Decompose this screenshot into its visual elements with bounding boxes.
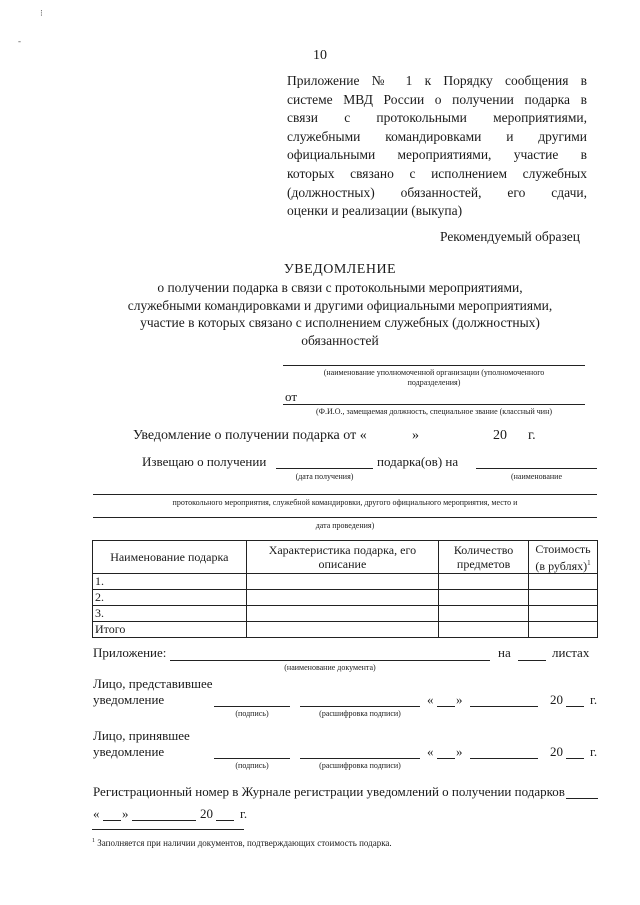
table-row [93, 574, 598, 590]
subtitle-line: участие в которых связано с исполнением служебных (должностных) [140, 315, 540, 330]
description-cell[interactable] [246, 574, 439, 590]
attachment-label: Приложение: [93, 645, 167, 660]
registration-day-field[interactable] [103, 820, 121, 821]
presenter-close-quote: » [456, 692, 463, 707]
registration-close-quote: » [122, 806, 129, 821]
appendix-line: служебными командировками и другими [287, 128, 587, 144]
presenter-open-quote: « [427, 692, 434, 707]
cost-cell[interactable] [529, 606, 598, 622]
attachment-doc-field[interactable] [170, 660, 490, 661]
description-cell[interactable] [246, 590, 439, 606]
event-field-1[interactable] [93, 494, 597, 495]
cost-header-text: Стоимость (в рублях) [535, 541, 591, 573]
description-cell[interactable] [246, 606, 439, 622]
receiver-month-field[interactable] [470, 758, 538, 759]
scan-mark: ⁝ [40, 8, 43, 18]
presenter-year-field[interactable] [566, 706, 584, 707]
appendix-line: связи с протокольными мероприятиями, [287, 110, 587, 126]
registration-open-quote: « [93, 806, 100, 821]
attachment-on-label: на [498, 645, 511, 660]
cost-cell[interactable] [529, 574, 598, 590]
footnote-text: Заполняется при наличии документов, подтверждающих стоимость подарка. [97, 838, 392, 848]
receiver-label-line1: Лицо, принявшее [93, 728, 190, 743]
appendix-header [287, 72, 587, 221]
presenter-decode-field[interactable] [300, 706, 420, 707]
registration-label: Регистрационный номер в Журнале регистрации уведомлений о получении подарков [93, 784, 565, 799]
cost-cell[interactable] [529, 590, 598, 606]
presenter-label-line1: Лицо, представившее [93, 676, 213, 691]
from-label: от [285, 389, 298, 404]
registration-number-field[interactable] [566, 798, 598, 799]
subtitle-line: о получении подарка в связи с протокольными мероприятиями, [157, 280, 523, 295]
page-number: 10 [313, 48, 327, 63]
table-row [93, 590, 598, 606]
footnote-mark: 1 [92, 838, 95, 844]
quantity-cell[interactable] [439, 606, 529, 622]
attachment-doc-caption: (наименование документа) [284, 663, 376, 672]
description-cell[interactable] [246, 622, 439, 638]
fio-field[interactable] [283, 404, 585, 405]
footnote-separator [92, 829, 244, 830]
fio-caption: (Ф.И.О., замещаемая должность, специальное звание (классный чин) [315, 407, 553, 416]
column-header-description: Характеристика подарка, его описание [246, 541, 439, 574]
subtitle-line: служебными командировками и другими официальными мероприятиями, [127, 297, 553, 313]
registration-year-suffix: г. [240, 806, 248, 821]
date-received-field[interactable] [276, 468, 373, 469]
receiver-decode-caption: (расшифровка подписи) [319, 761, 401, 770]
quantity-cell[interactable] [439, 622, 529, 638]
document-title: УВЕДОМЛЕНИЕ [283, 262, 397, 277]
notice-year-suffix: г. [528, 428, 536, 443]
attachment-sheets-label: листах [552, 645, 590, 660]
appendix-line: оценки и реализации (выкупа) [287, 203, 463, 219]
receiver-year-suffix: г. [590, 744, 598, 759]
registration-month-field[interactable] [132, 820, 196, 821]
scan-mark: - [18, 36, 21, 46]
presenter-signature-caption: (подпись) [235, 709, 269, 718]
org-caption-line: (наименование уполномоченной организации (уполномоченного [323, 368, 545, 377]
appendix-line: системе МВД России о получении подарка в [287, 91, 587, 107]
cost-footnote-mark: 1 [587, 558, 591, 567]
event-name-field[interactable] [476, 468, 597, 469]
receiver-year: 20 [550, 744, 563, 759]
attachment-sheets-field[interactable] [518, 660, 546, 661]
table-row [93, 606, 598, 622]
column-header-cost [529, 541, 598, 574]
column-header-quantity: Количество предметов [439, 541, 529, 574]
column-header-name: Наименование подарка [93, 541, 247, 574]
notice-text: Уведомление о получении подарка от « [133, 428, 367, 443]
notice-year: 20 [493, 428, 507, 443]
gifts-label: подарка(ов) на [377, 454, 459, 469]
recommended-sample-label: Рекомендуемый образец [439, 229, 580, 244]
quantity-cell[interactable] [439, 574, 529, 590]
receiver-label-line2: уведомление [93, 744, 165, 759]
event-caption: протокольного мероприятия, служебной командировки, другого официального мероприятия, место и [172, 498, 518, 507]
row-number-cell[interactable]: 1. [93, 574, 247, 590]
date-held-caption: дата проведения) [315, 521, 375, 530]
quantity-cell[interactable] [439, 590, 529, 606]
inform-label: Извещаю о получении [142, 454, 267, 469]
document-subtitle [80, 279, 600, 349]
presenter-year: 20 [550, 692, 563, 707]
receiver-close-quote: » [456, 744, 463, 759]
event-name-caption: (наименование [510, 472, 562, 481]
presenter-decode-caption: (расшифровка подписи) [319, 709, 401, 718]
appendix-line: которых связано с исполнением служебных [287, 165, 587, 181]
date-received-caption: (дата получения) [295, 472, 354, 481]
footnote [92, 838, 392, 848]
subtitle-line: обязанностей [301, 332, 379, 348]
table-header-row [93, 541, 598, 574]
org-field[interactable] [283, 365, 585, 366]
notice-close-quote: » [412, 428, 419, 443]
event-field-2[interactable] [93, 517, 597, 518]
receiver-signature-caption: (подпись) [235, 761, 269, 770]
receiver-signature-field[interactable] [214, 758, 290, 759]
row-number-cell[interactable]: 3. [93, 606, 247, 622]
presenter-year-suffix: г. [590, 692, 598, 707]
registration-year-field[interactable] [216, 820, 234, 821]
receiver-open-quote: « [427, 744, 434, 759]
receiver-year-field[interactable] [566, 758, 584, 759]
presenter-month-field[interactable] [470, 706, 538, 707]
presenter-day-field[interactable] [437, 706, 455, 707]
org-caption [283, 368, 585, 388]
receiver-day-field[interactable] [437, 758, 455, 759]
gifts-table [92, 540, 598, 638]
table-total-row [93, 622, 598, 638]
appendix-line: (должностных) обязанностей, его сдачи, [287, 184, 587, 200]
cost-cell[interactable] [529, 622, 598, 638]
appendix-line: официальными мероприятиями, участие в [287, 147, 587, 163]
presenter-signature-field[interactable] [214, 706, 290, 707]
presenter-label-line2: уведомление [93, 692, 165, 707]
row-number-cell[interactable]: 2. [93, 590, 247, 606]
registration-year: 20 [200, 806, 213, 821]
org-caption-line: подразделения) [407, 378, 461, 387]
total-label-cell: Итого [93, 622, 247, 638]
receiver-decode-field[interactable] [300, 758, 420, 759]
appendix-line: Приложение № 1 к Порядку сообщения в [287, 73, 587, 88]
